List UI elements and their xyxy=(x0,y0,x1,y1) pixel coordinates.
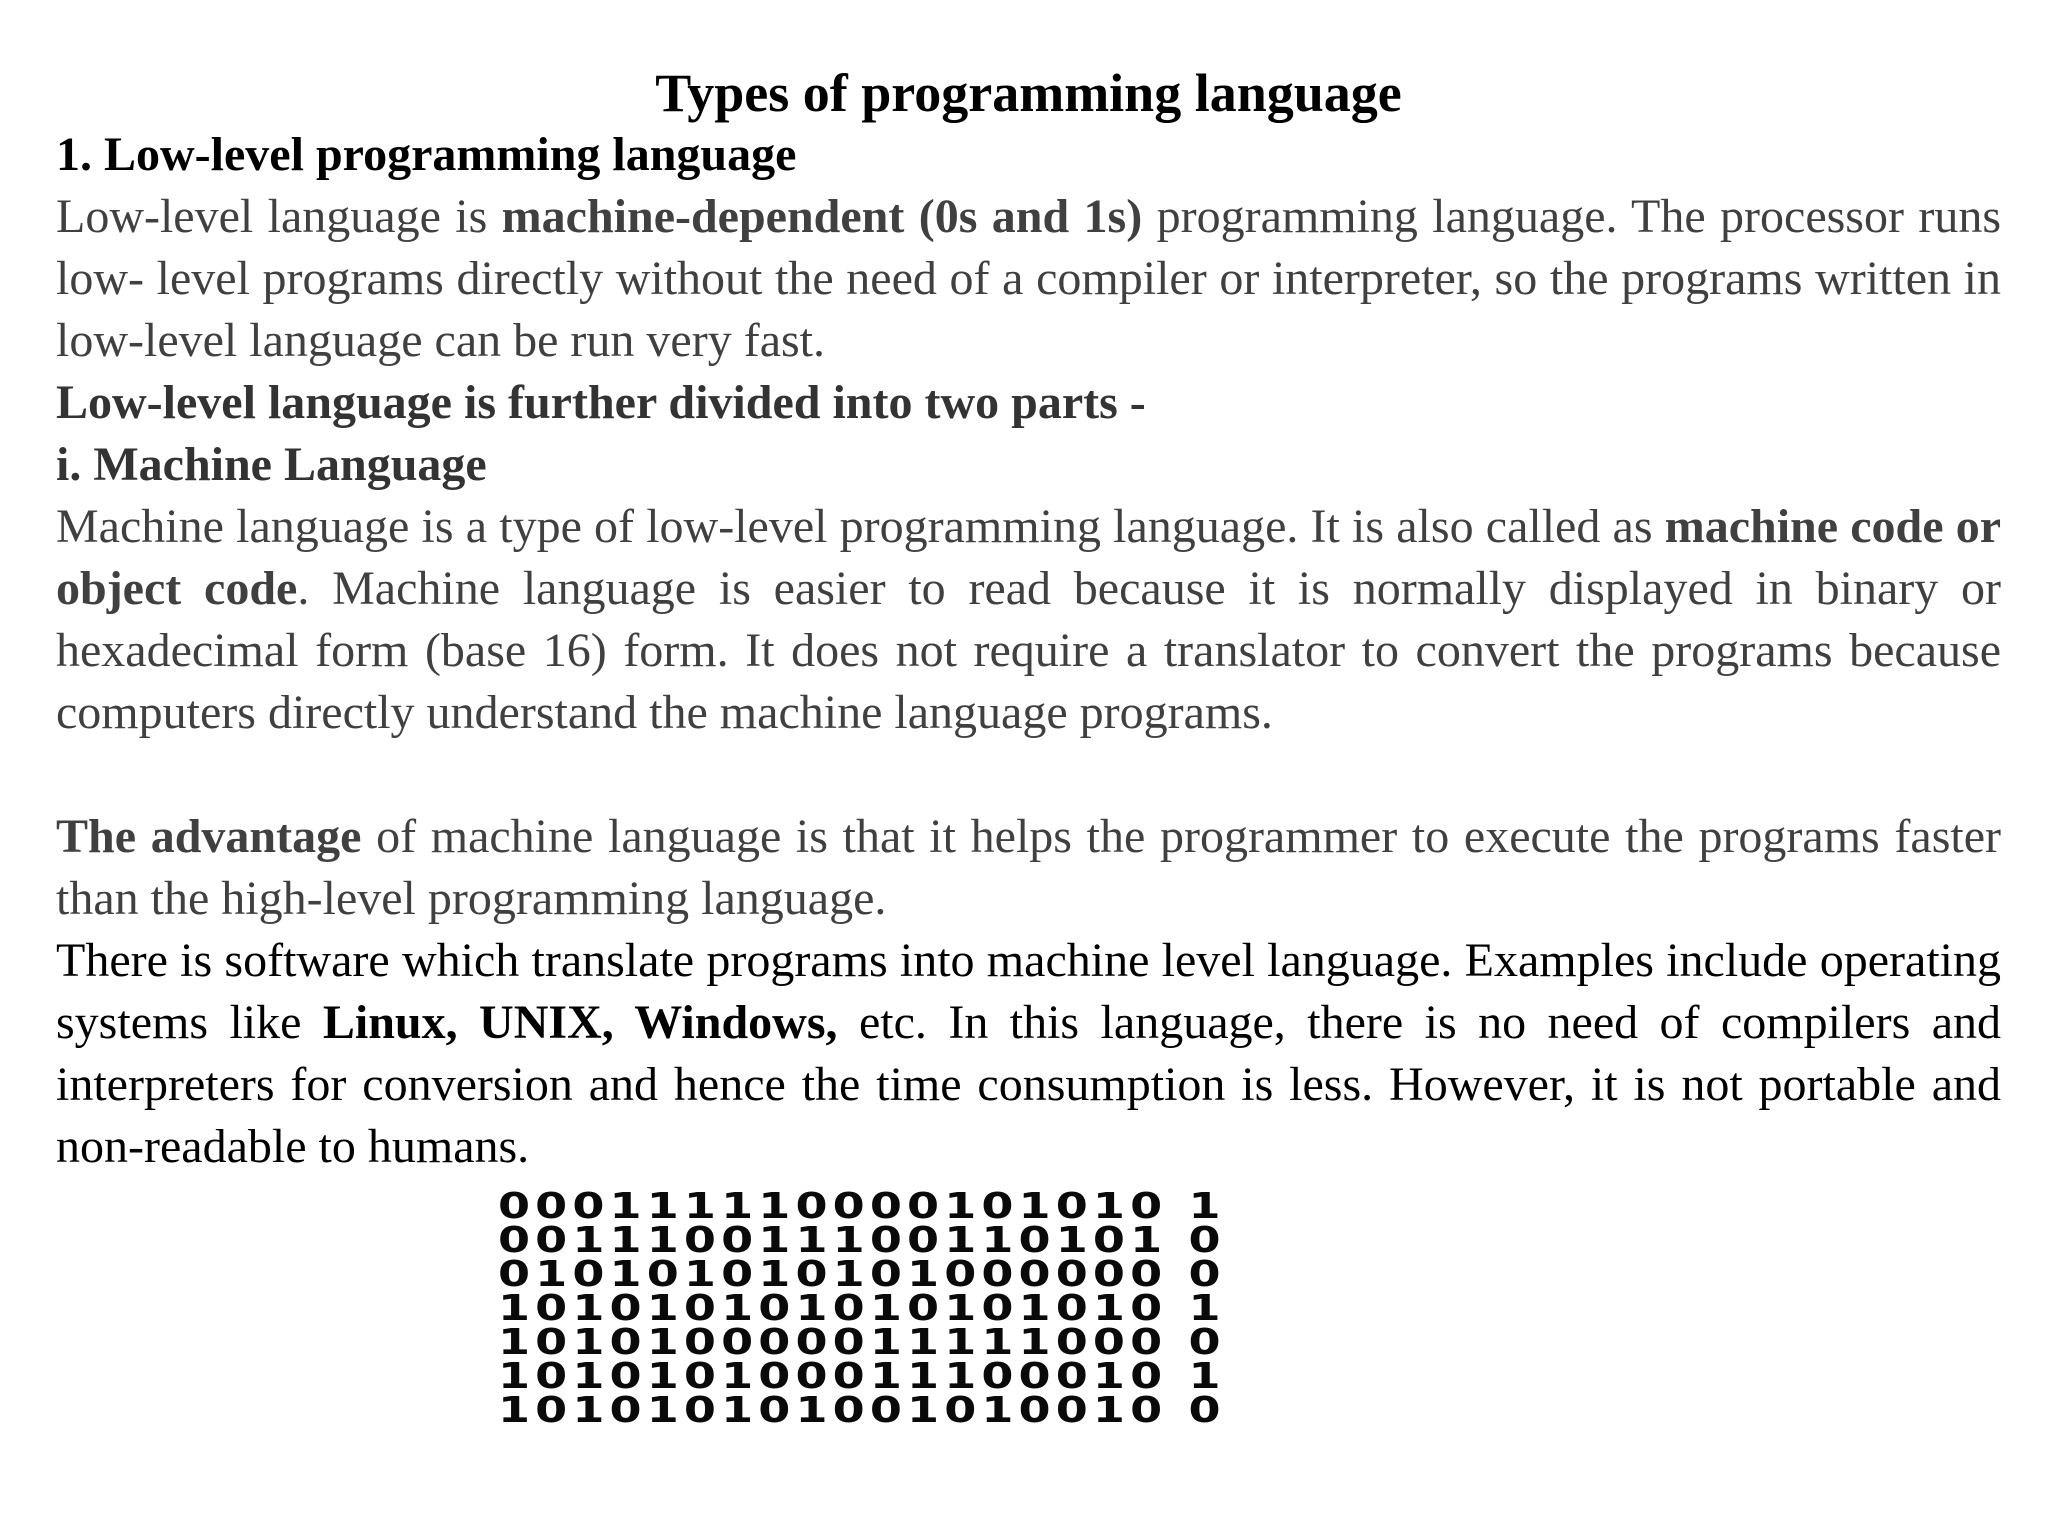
document-page xyxy=(56,62,2001,1178)
bold-term-os-examples: Linux, UNIX, Windows, xyxy=(322,996,838,1049)
paragraph-text: . Machine language is easier to read because it is normally displayed in binary or hexadecimal form (base 16) form. It does not require a translator to convert the programs because computers directly understand the machine language programs. xyxy=(56,562,2002,739)
binary-row: 101010101001010010 0 xyxy=(498,1390,1226,1431)
paragraph-text: etc. In this language, there is no need of compilers and interpreters for conversion and hence the time consumption is less. However, it is not portable and non-readable to humans. xyxy=(56,996,2002,1173)
binary-row: 001110011100110101 0 xyxy=(498,1220,1226,1261)
paragraph-text: of machine language is that it helps the programmer to execute the programs faster than the high-level programming language. xyxy=(56,810,2002,925)
binary-row: 010101010101000000 0 xyxy=(498,1254,1226,1295)
binary-row: 101010101010101010 1 xyxy=(498,1288,1226,1329)
bold-term-machine-code: machine code or object code xyxy=(56,500,2001,615)
paragraph-spacer xyxy=(56,744,2001,806)
paragraph-software-examples xyxy=(56,930,2001,1178)
paragraph-low-level-intro xyxy=(56,186,2001,372)
bold-term-machine-dependent: machine-dependent (0s and 1s) xyxy=(501,190,1143,243)
paragraph-text: There is software which translate programs into machine level language. Examples include operating systems like xyxy=(56,934,2001,1049)
paragraph-text: Low-level language is xyxy=(56,190,502,243)
bold-term-advantage: The advantage xyxy=(56,810,362,863)
binary-row: 101010100011100010 1 xyxy=(498,1356,1226,1397)
binary-code-image xyxy=(498,1186,1368,1431)
paragraph-advantage xyxy=(56,806,2001,930)
binary-row: 101010000011111000 0 xyxy=(498,1322,1226,1363)
paragraph-text: programming language. The processor runs low- level programs directly without the need of a compiler or interpreter, so the programs written in low-level language can be run very fast. xyxy=(56,190,2002,367)
page-title: Types of programming language xyxy=(655,63,1402,123)
paragraph-machine-language xyxy=(56,496,2001,744)
section-heading-low-level: 1. Low-level programming language xyxy=(56,128,797,181)
sub-heading-machine-language: i. Machine Language xyxy=(56,438,487,491)
divided-heading: Low-level language is further divided into two parts - xyxy=(56,376,1146,429)
binary-row: 000111110000101010 1 xyxy=(498,1186,1226,1227)
paragraph-text: Machine language is a type of low-level programming language. It is also called as xyxy=(56,500,1665,553)
